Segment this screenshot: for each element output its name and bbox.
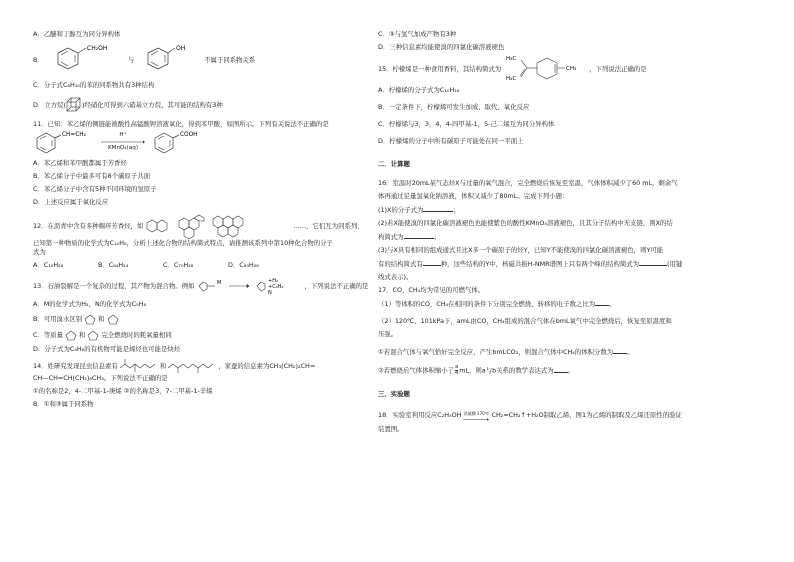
styrene-structure: [33, 129, 95, 155]
phenol-structure: [140, 45, 200, 75]
option-b-text: 不属于同系物关系: [204, 55, 256, 64]
benzoic-acid-structure: [151, 129, 211, 155]
q11-stem: 11．已知：苯乙烯的侧链能被酸性高锰酸钾溶液氧化，得到苯甲酸，如图所示。下列有关说法不正确的是: [33, 120, 329, 128]
q13-c-text: 完全燃烧时的耗氧量相同: [101, 330, 172, 339]
q10-option-a: A．乙醚和丁醇互为同分异构体: [33, 30, 121, 38]
section-calculation-title: 二．计算题: [378, 160, 410, 168]
limonene-structure: [501, 52, 589, 86]
q14-stem-line2: CH—CH=CH(CH₂)₈CH₃。下列说法不正确的是: [33, 374, 168, 382]
option-b-with: 与: [127, 55, 135, 64]
cyclopentane-structure-2: [85, 329, 101, 341]
limonene-ch3-top: H₃C: [506, 56, 517, 62]
q12-option-d: D．C₈₀H₂₈: [228, 261, 259, 269]
q13-option-a: A．M的化学式为H₂，N的化学式为C₅H₈: [33, 300, 147, 308]
q15-stem: [378, 52, 748, 86]
q17-part2: ①若混合气体与氧气恰好完全反应，产生bmLCO₂，则混合气体中CH₄的体积分数为: [378, 348, 614, 356]
q11-reaction: [33, 129, 388, 155]
left-column: [33, 30, 388, 409]
phenol-group-label: OH: [176, 45, 186, 52]
q16-line1: 16．室温时20mL某气态烃X与过量的氧气混合，完全燃烧后恢复至室温，气体体积减少了60 mL，剩余气: [378, 179, 678, 187]
q14-option-d: D．三种信息素均能使溴的四氯化碳溶液褪色: [378, 43, 505, 51]
cracking-m: M: [216, 280, 221, 286]
answer-blank: [639, 259, 667, 266]
answer-blank: [423, 259, 441, 266]
reaction-arrow-icon: [463, 418, 489, 421]
q16-part1: (1)X的分子式为: [378, 206, 424, 214]
option-d-prefix: D．立方烷(: [33, 100, 66, 109]
q14-stem-c: ，家蚕的信息素为CH₃(CH₂)₂CH=: [218, 361, 316, 370]
q12-option-b: B．C₆₄H₂₄: [98, 261, 129, 269]
q14-stem-b: 和: [159, 361, 167, 370]
q12-stem-line1: [33, 213, 388, 239]
q18-line1: [378, 409, 748, 421]
right-column: [378, 30, 748, 434]
fraction-numerator: a: [455, 365, 459, 370]
q12-options: [33, 261, 388, 270]
q13-stem-a: 13．石油裂解是一个复杂的过程，其产物为混合物。例如: [33, 281, 195, 290]
answer-blank: [404, 232, 434, 239]
answer-blank: [423, 205, 453, 212]
q14-stem: [33, 358, 388, 374]
q16-line6: (3)与X具有相同的组成通式且比X多一个碳原子的烃Y，已知Y不能使溴的四氯化碳溶液褪色，则Y可能: [378, 246, 664, 254]
q17-part3b: mL，则a与b关系的数学表达式为: [459, 366, 554, 375]
cracking-reaction-scheme: [195, 276, 305, 296]
benzyl-group-label: CH₂OH: [86, 45, 108, 52]
q12-stem-line3: 式为: [33, 248, 46, 256]
q11-option-b: B．苯乙烯分子中最多可有8个碳原子共面: [33, 172, 151, 180]
q17-part1: （1）等体积的CO，CH₄在相同的条件下分别完全燃烧，转移的电子数之比为: [378, 300, 596, 308]
q15-option-b: B．一定条件下，柠檬烯可发生加成、取代、氧化反应: [378, 103, 530, 111]
q15-stem-a: 15．柠檬烯是一种食用香料，其结构简式为: [378, 64, 502, 73]
fused-aromatics-structures: [143, 213, 293, 239]
fraction-a-over-4: [455, 365, 458, 376]
q12-option-c: C．C₇₀H₂₈: [163, 261, 194, 269]
q17-line4: 压强。: [378, 330, 398, 338]
q11-option-d: D．上述反应属于氧化反应: [33, 198, 109, 206]
q16-part3b: 种，这些结构的Y中，核磁共振H-NMR谱图上只有两个峰的结构简式为: [440, 260, 640, 268]
option-b-label: B．: [33, 55, 44, 64]
q17-line3: （2）120℃、101kPa下，amL由CO，CH₄组成的混合气体在bmL氧气中完全燃烧后，恢复至原温度和: [378, 317, 672, 325]
option-d-suffix: )经硝化可得到六硝基立方烷，其可能的结构有3种: [81, 100, 223, 109]
q17-line1: 17．CO，CH₄均为常见的可燃气体。: [378, 286, 485, 294]
q14-option-c: C．③与氢气加成产物有3种: [378, 30, 457, 38]
q13-option-b: [33, 313, 388, 325]
cyclopentene-structure: [82, 313, 98, 325]
q14-statement-1: ①的名称是2，4-二甲基-1-庚烯 ②的名称是3，7-二甲基-1-辛烯: [33, 387, 213, 395]
answer-blank: [595, 299, 609, 306]
q16-line4: (2)若X能使溴的四氯化碳溶液褪色也能使紫色的酸性KMnO₄溶液褪色，且其分子结构中无支链，则X的结: [378, 219, 673, 227]
q10-option-d: [33, 96, 388, 114]
q13-b-label: B．可用溴水区别: [33, 314, 83, 323]
q17-part3a: ②若燃烧后气体体积缩小了: [378, 366, 455, 375]
q12-option-a: A．C₁₀H₂₈: [33, 261, 64, 269]
q10-option-b: [33, 45, 388, 75]
q16-line3: (1)X的分子式为 ；: [378, 206, 460, 214]
q15-option-d: D．柠檬烯的分子中所有碳原子可能处在同一平面上: [378, 137, 524, 145]
q15-option-c: C．柠檬烯与3，3，4，4-四甲基-1，5-己二烯互为同分异构体: [378, 120, 555, 128]
limonene-ch3-right: CH₃: [566, 66, 577, 72]
condition-bottom: KMnO₄(aq): [107, 145, 139, 151]
benzyl-alcohol-structure: [44, 45, 122, 75]
q18-condition-text: 浓硫酸 170℃: [463, 411, 490, 416]
q11-option-c: C．苯乙烯分子中含有5种不同环境的氢原子: [33, 185, 157, 193]
pheromone-structure-1: [118, 358, 160, 374]
q15-option-a: A．柠檬烯的分子式为C₁₀H₁₆: [378, 86, 460, 94]
q16-line7: [378, 259, 748, 269]
cyclopentane-structure: [105, 313, 121, 325]
answer-blank: [613, 347, 627, 354]
q12-stem-line2: 已知第一种物质的化学式为C₁₀H₈，分析上述化合物的结构简式特点，请推测该系列中第10种化合物的分子: [33, 239, 333, 247]
q15-stem-b: ，下列说法正确的是: [589, 64, 647, 73]
benzoic-group-label: COOH: [180, 132, 198, 138]
q16-line8: 线式表示)。: [378, 273, 413, 281]
condition-top: H⁺: [119, 132, 127, 138]
cracking-n: N: [267, 290, 272, 296]
q16-part3a: 有的结构简式有: [378, 260, 423, 268]
q13-stem: [33, 276, 388, 296]
q13-b-mid: 和: [98, 314, 105, 323]
q13-c-label: C．等质量: [33, 330, 64, 339]
q14-stem-a: 14．姓研究发现昆虫信息素有: [33, 361, 118, 370]
q17-line5: ①若混合气体与氧气恰好完全反应，产生bmLCO₂，则混合气体中CH₄的体积分数为 。: [378, 348, 634, 356]
styrene-group-label: CH=CH₂: [62, 132, 86, 138]
q13-option-d: D．分子式为C₄H₆的有机物可能是烯烃也可能是炔烃: [33, 345, 181, 353]
q13-stem-b: ，下列说法不正确的是: [304, 281, 369, 290]
reaction-condition: [101, 131, 145, 153]
q14-option-b: B．①和③属于同系物: [33, 400, 94, 408]
q13-option-c: [33, 329, 388, 341]
q18-line2: 装置图。: [378, 425, 404, 433]
q18-condition: [463, 409, 489, 421]
answer-blank: [554, 366, 568, 373]
q12-line1-a: 12．在沥青中含有多种稠环芳香烃，如: [33, 221, 144, 230]
pheromone-structure-2: [166, 358, 218, 374]
cracking-h2: +H₂: [267, 278, 278, 284]
q16-part3c: (用键: [667, 260, 683, 268]
cracking-c4h6: +C₄H₆: [267, 284, 283, 290]
section-experiment-title: 三．实验题: [378, 390, 410, 398]
q10-option-c: C．分子式C₈H₁₀的苯的同系物共有3种结构: [33, 81, 155, 89]
q18-part1b: CH₂=CH₂↑+H₂O制取乙烯，图1为乙烯的制取及乙烯还原性的验证: [491, 410, 682, 419]
cubane-structure: [66, 97, 82, 113]
q18-part1a: 18．实验室利用反应C₂H₅OH: [378, 410, 462, 419]
q16-part2: 构简式为: [378, 233, 404, 241]
cyclopentene-structure-2: [63, 329, 79, 341]
q11-option-a: A．苯乙烯和苯甲酸都属于芳香烃: [33, 159, 127, 167]
fraction-denominator: 4: [455, 370, 459, 376]
q17-line6: ②若燃烧后气体体积缩小了 $\frac{a}{4}$ mL，则a与b关系的数学表达式为 。: [378, 365, 575, 376]
q17-line2: （1）等体积的CO，CH₄在相同的条件下分别完全燃烧，转移的电子数之比为 。: [378, 300, 616, 308]
q13-c-mid: 和: [79, 330, 86, 339]
q16-line5: 构简式为 ；: [378, 233, 440, 241]
q12-line1-b: ……，它们互为同系列，: [293, 221, 364, 230]
q16-line2: 体再通过足量氢氧化钠溶液，体积又减少了80mL。完成下列小题：: [378, 192, 569, 200]
limonene-ch2-bottom: H₂C: [506, 76, 517, 82]
